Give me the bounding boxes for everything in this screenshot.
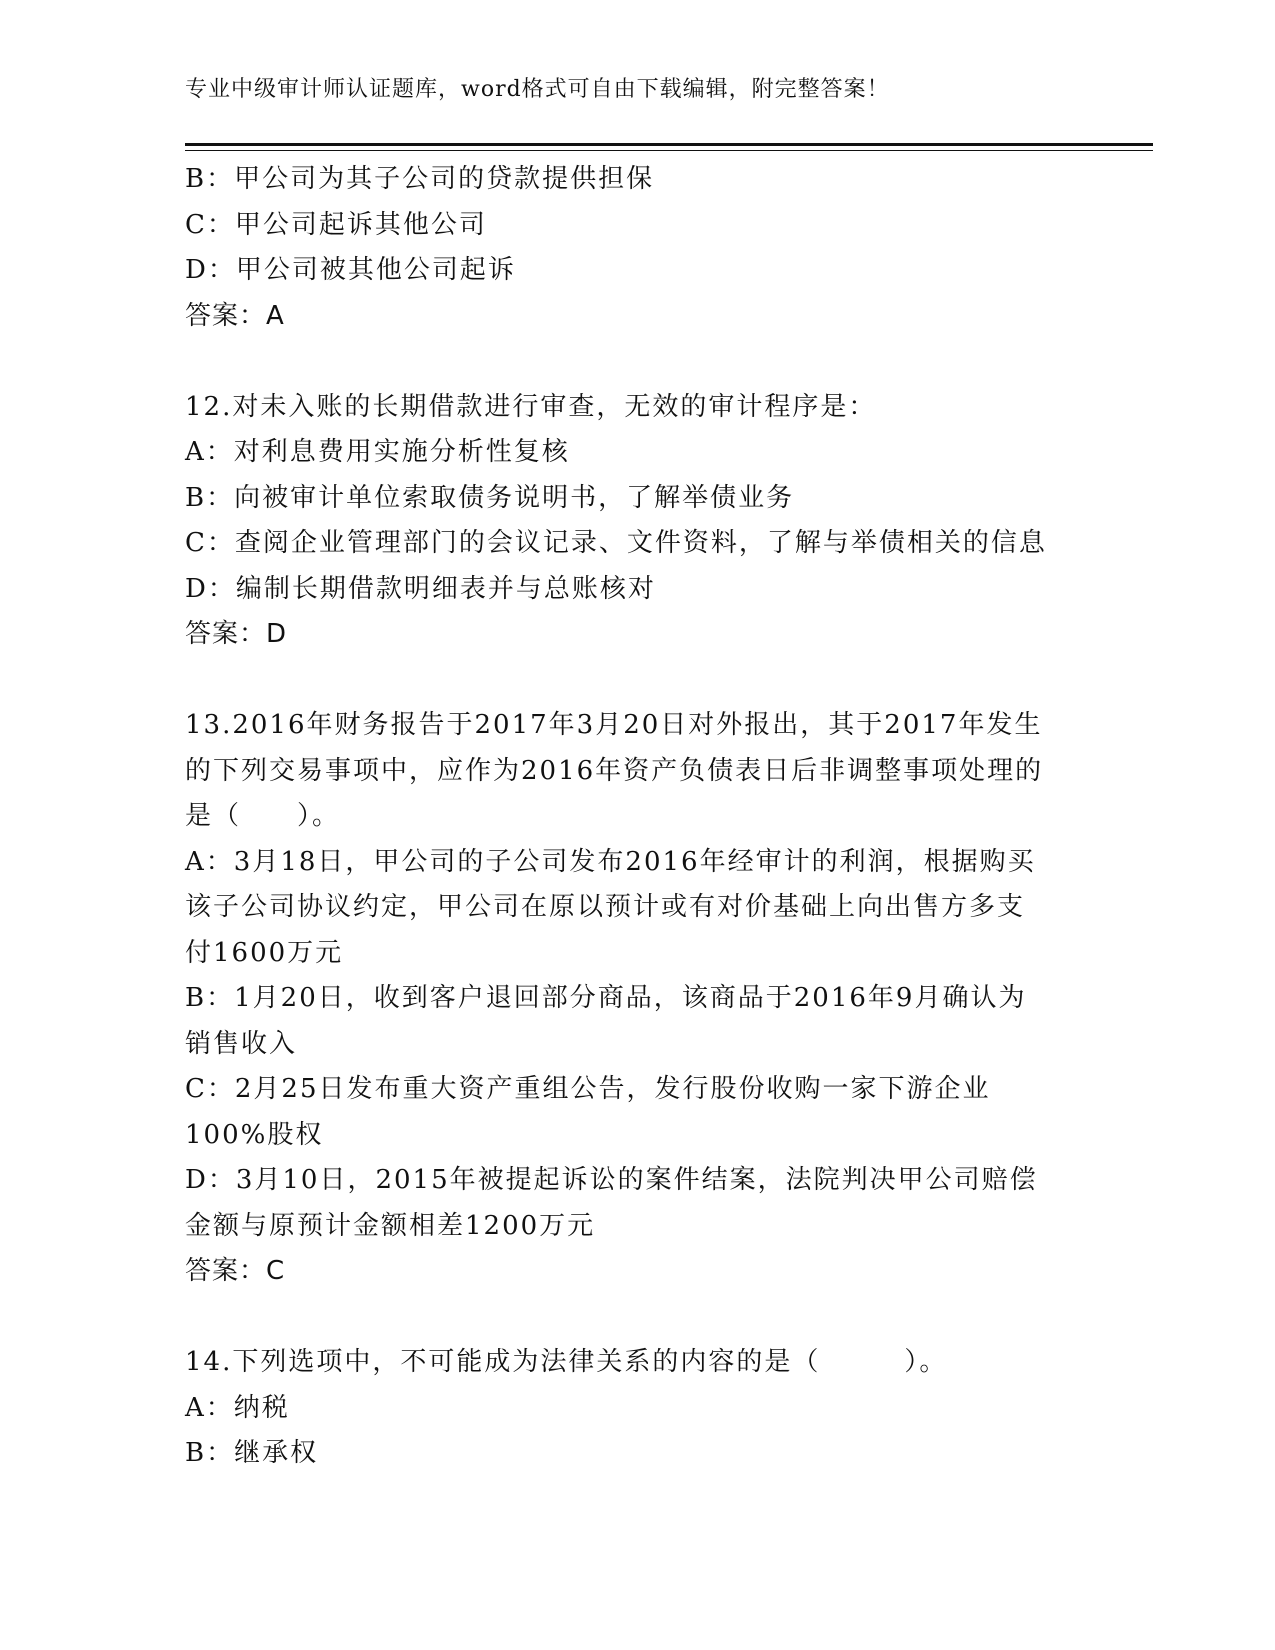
q13-option-c-line-2: 100%股权 (185, 1119, 324, 1150)
page-header: 专业中级审计师认证题库，word格式可自由下载编辑，附完整答案！ (185, 77, 890, 102)
q11-option-b: B：甲公司为其子公司的贷款提供担保 (185, 164, 655, 194)
q11-option-c: C：甲公司起诉其他公司 (185, 209, 487, 240)
q13-option-b-line-1: B：1月20日，收到客户退回部分商品，该商品于2016年9月确认为 (185, 983, 1027, 1013)
q13-option-b-line-2: 销售收入 (185, 1028, 298, 1059)
question-content (185, 157, 1085, 1477)
spacer (185, 1295, 1085, 1341)
q13-option-a-line-1: A：3月18日，甲公司的子公司发布2016年经审计的利润，根据购买 (185, 846, 1036, 877)
q12-option-d: D：编制长期借款明细表并与总账核对 (185, 573, 656, 604)
header-rule-thick (185, 143, 1153, 146)
q13-option-d-line-1: D：3月10日，2015年被提起诉讼的案件结案，法院判决甲公司赔偿 (185, 1165, 1038, 1195)
q13-question-line-3: 是（ ）。 (185, 801, 341, 831)
q14-option-b: B：继承权 (185, 1438, 319, 1468)
header-rule-thin (185, 150, 1153, 151)
q12-option-a: A：对利息费用实施分析性复核 (185, 437, 570, 467)
q11-answer: 答案：A (185, 300, 285, 331)
q13-option-a-line-3: 付1600万元 (185, 937, 344, 968)
q13-question-line-1: 13.2016年财务报告于2017年3月20日对外报出，其于2017年发生 (185, 710, 1043, 740)
q13-option-a-line-2: 该子公司协议约定，甲公司在原以预计或有对价基础上向出售方多支 (185, 892, 1026, 922)
q14-question: 14.下列选项中，不可能成为法律关系的内容的是（ ）。 (185, 1347, 948, 1377)
q13-question-line-2: 的下列交易事项中，应作为2016年资产负债表日后非调整事项处理的 (185, 755, 1044, 786)
q12-answer: 答案：D (185, 619, 288, 649)
q12-option-c: C：查阅企业管理部门的会议记录、文件资料，了解与举债相关的信息 (185, 528, 1047, 558)
q13-option-c-line-1: C：2月25日发布重大资产重组公告，发行股份收购一家下游企业 (185, 1074, 991, 1104)
q13-answer: 答案：C (185, 1256, 286, 1286)
q13-option-d-line-2: 金额与原预计金额相差1200万元 (185, 1210, 596, 1241)
q11-option-d: D：甲公司被其他公司起诉 (185, 255, 516, 285)
spacer (185, 658, 1085, 704)
spacer (185, 339, 1085, 385)
q12-question: 12.对未入账的长期借款进行审查，无效的审计程序是： (185, 391, 877, 422)
q14-option-a: A：纳税 (185, 1392, 290, 1423)
q12-option-b: B：向被审计单位索取债务说明书，了解举债业务 (185, 482, 795, 513)
